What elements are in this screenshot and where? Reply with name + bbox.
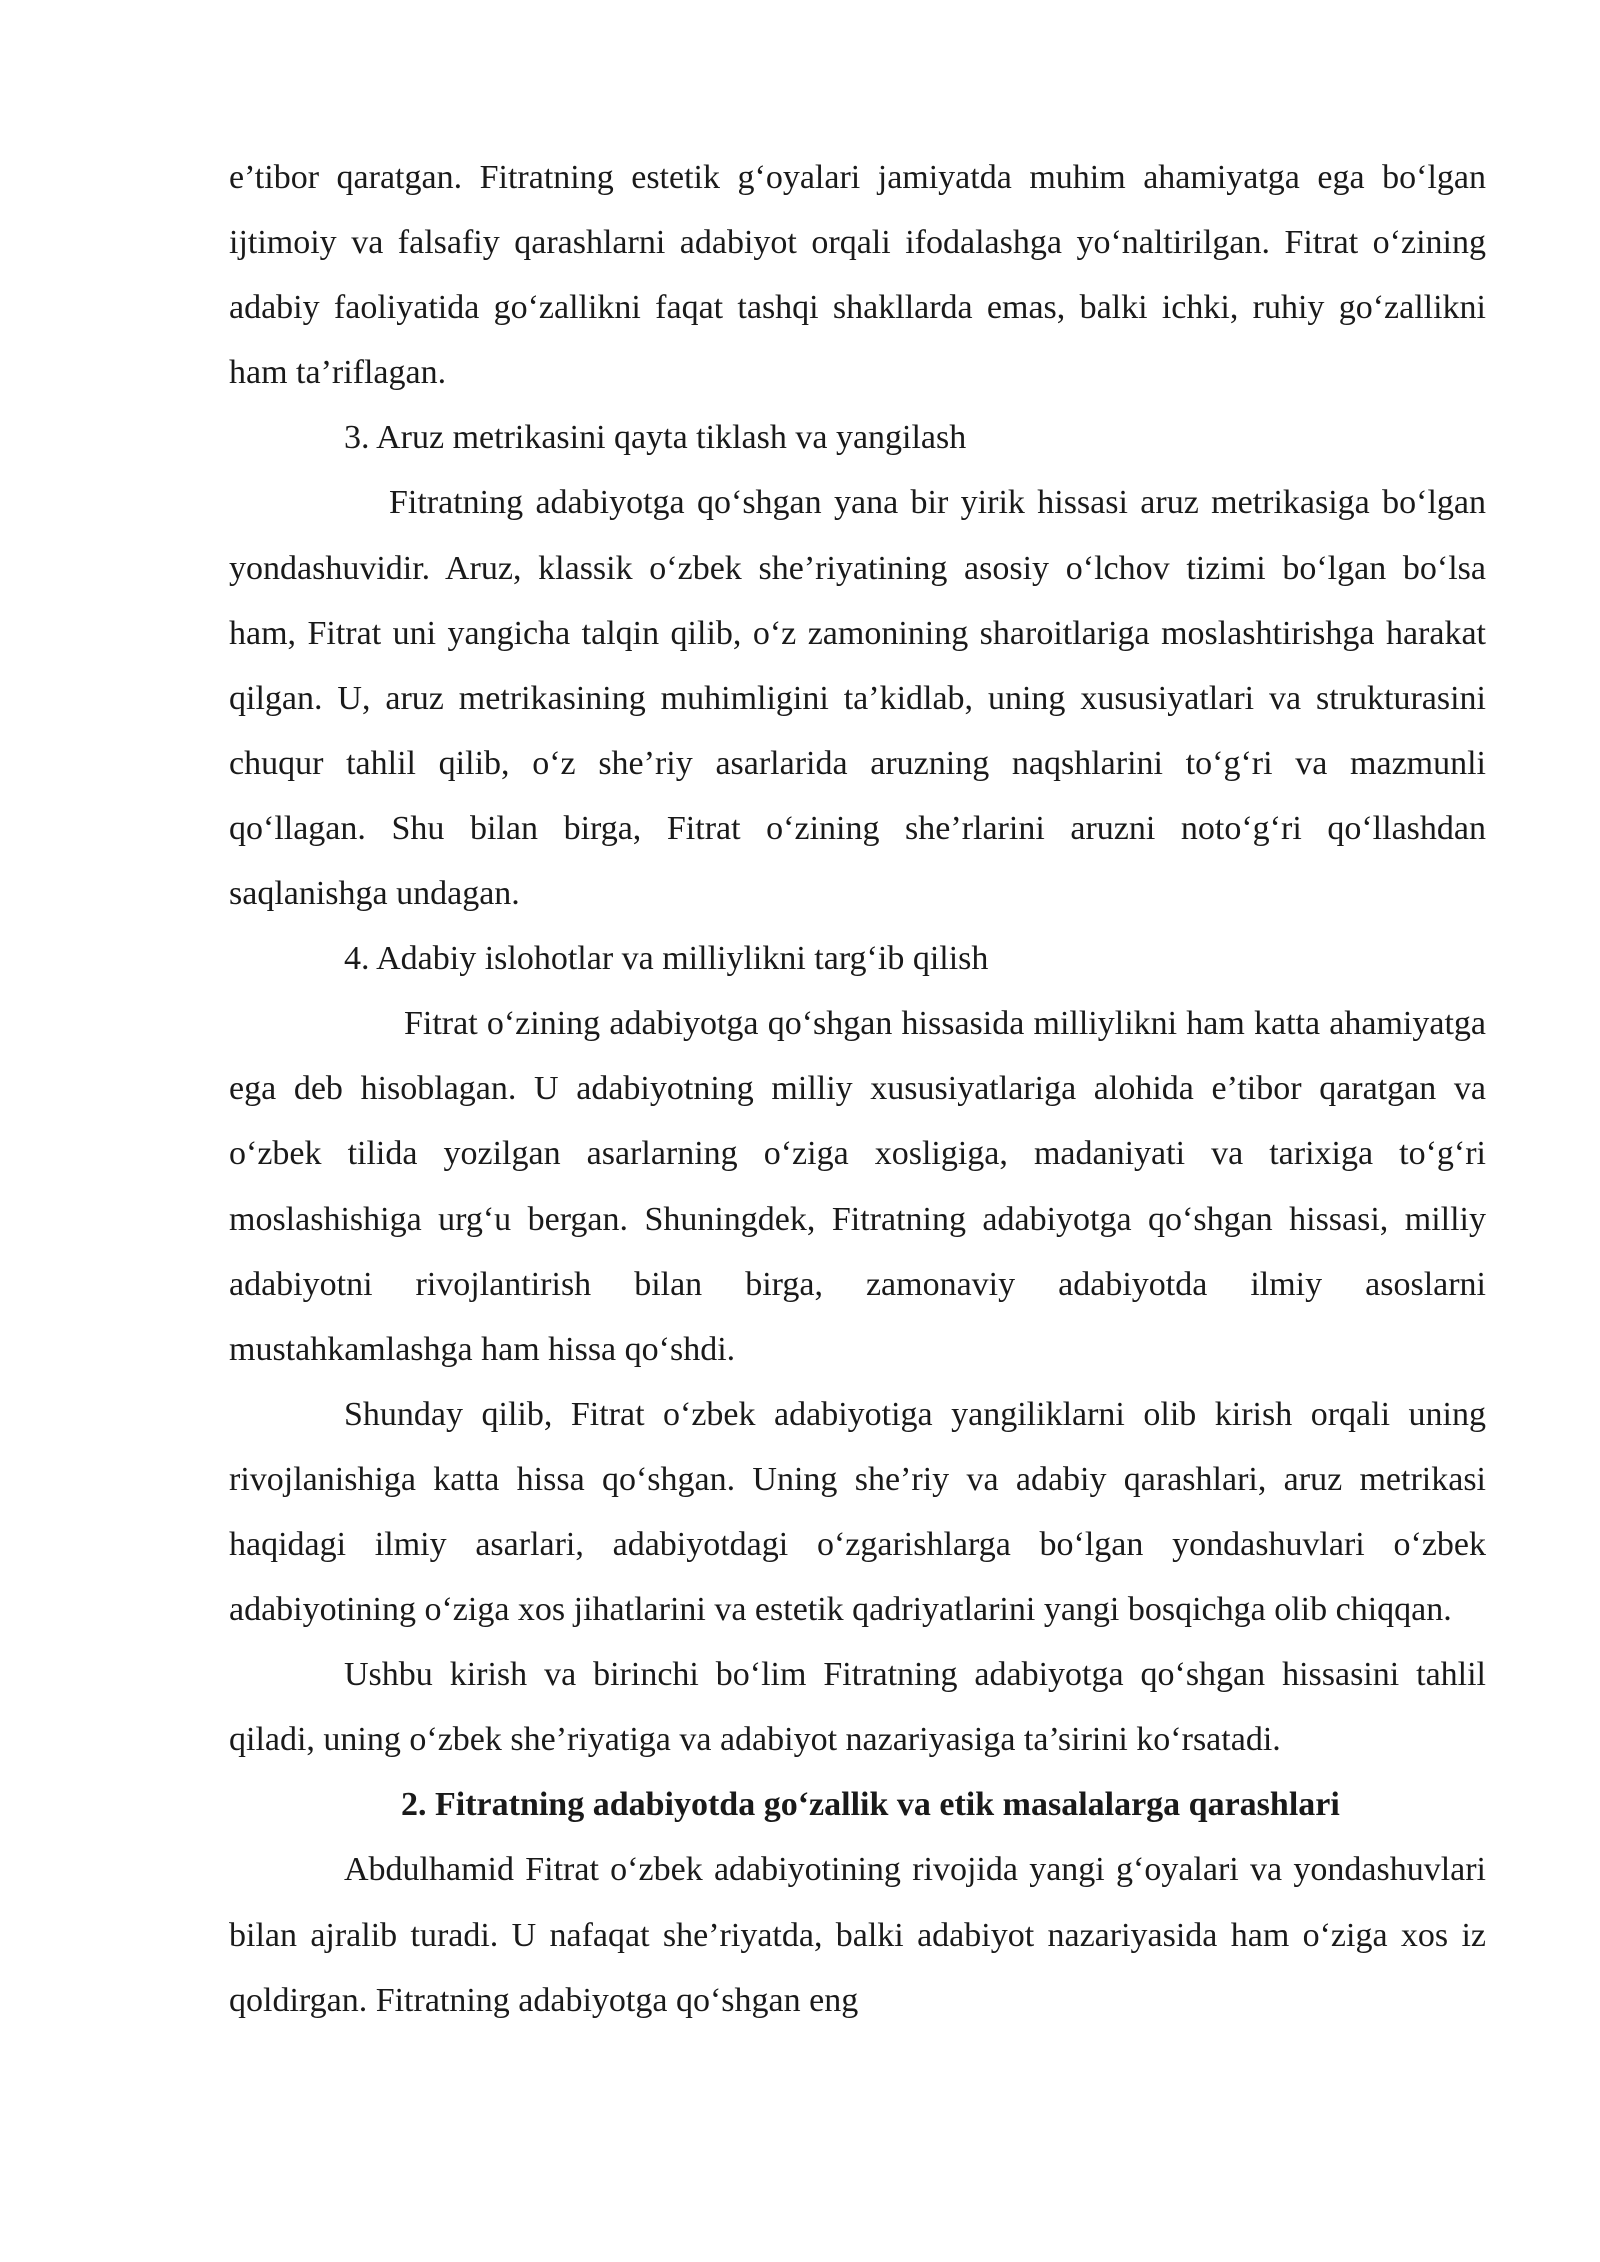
paragraph-abdulhamid: Abdulhamid Fitrat o‘zbek adabiyotining rivojida yangi g‘oyalari va yondashuvlari bilan ajralib turadi. U nafaqat she’riyatda, balki adabiyot nazariyasida ham o‘ziga xos iz qoldirgan. Fitratning adabiyotga qo‘shgan eng: [229, 1851, 1486, 2019]
section-heading: 2. Fitratning adabiyotda go‘zallik va etik masalalarga qarashlari: [401, 1786, 1340, 1824]
paragraph-ushbu: Ushbu kirish va birinchi bo‘lim Fitratning adabiyotga qo‘shgan hissasini tahlil qiladi, uning o‘zbek she’riyatiga va adabiyot nazariyasiga ta’sirini ko‘rsatadi.: [229, 1656, 1486, 1759]
paragraph-aruz: Fitratning adabiyotga qo‘shgan yana bir yirik hissasi aruz metrikasiga bo‘lgan yondashuvidir. Aruz, klassik o‘zbek she’riyatining asosiy o‘lchov tizimi bo‘lgan bo‘lsa ham, Fitrat uni yangicha talqin qilib, o‘z zamonining sharoitlariga moslashtirishga harakat qilgan. U, aruz metrikasining muhimligini ta’kidlab, uning xususiyatlari va strukturasini chuqur tahlil qilib, o‘z she’riy asarlarida aruzning naqshlarini to‘g‘ri va mazmunli qo‘llagan. Shu bilan birga, Fitrat o‘zining she’rlarini aruzni noto‘g‘ri qo‘llashdan saqlanishga undagan.: [229, 484, 1486, 913]
paragraph-continuation: e’tibor qaratgan. Fitratning estetik g‘oyalari jamiyatda muhim ahamiyatga ega bo‘lgan ijtimoiy va falsafiy qarashlarni adabiyot orqali ifodalashga yo‘naltirilgan. Fitrat o‘zining adabiy faoliyatida go‘zallikni faqat tashqi shakllarda emas, balki ichki, ruhiy go‘zallikni ham ta’riflagan.: [229, 159, 1486, 392]
paragraph-shunday: Shunday qilib, Fitrat o‘zbek adabiyotiga yangiliklarni olib kirish orqali uning rivojlanishiga katta hissa qo‘shgan. Uning she’riy va adabiy qarashlari, aruz metrikasi haqidagi ilmiy asarlari, adabiyotdagi o‘zgarishlarga bo‘lgan yondashuvlari o‘zbek adabiyotining o‘ziga xos jihatlarini va estetik qadriyatlarini yangi bosqichga olib chiqqan.: [229, 1395, 1486, 1629]
paragraph-milliylik: Fitrat o‘zining adabiyotga qo‘shgan hissasida milliylikni ham katta ahamiyatga ega deb hisoblagan. U adabiyotning milliy xususiyatlariga alohida e’tibor qaratgan va o‘zbek tilida yozilgan asarlarning o‘ziga xosligiga, madaniyati va tarixiga to‘g‘ri moslashishiga urg‘u bergan. Shuningdek, Fitratning adabiyotga qo‘shgan hissasi, milliy adabiyotni rivojlantirish bilan birga, zamonaviy adabiyotda ilmiy asoslarni mustahkamlashga ham hissa qo‘shdi.: [229, 1005, 1486, 1368]
item-heading-islohotlar: 4. Adabiy islohotlar va milliylikni targ‘ib qilish: [344, 940, 989, 978]
item-heading-aruz: 3. Aruz metrikasini qayta tiklash va yangilash: [344, 419, 967, 457]
body-text: [229, 145, 1486, 2033]
